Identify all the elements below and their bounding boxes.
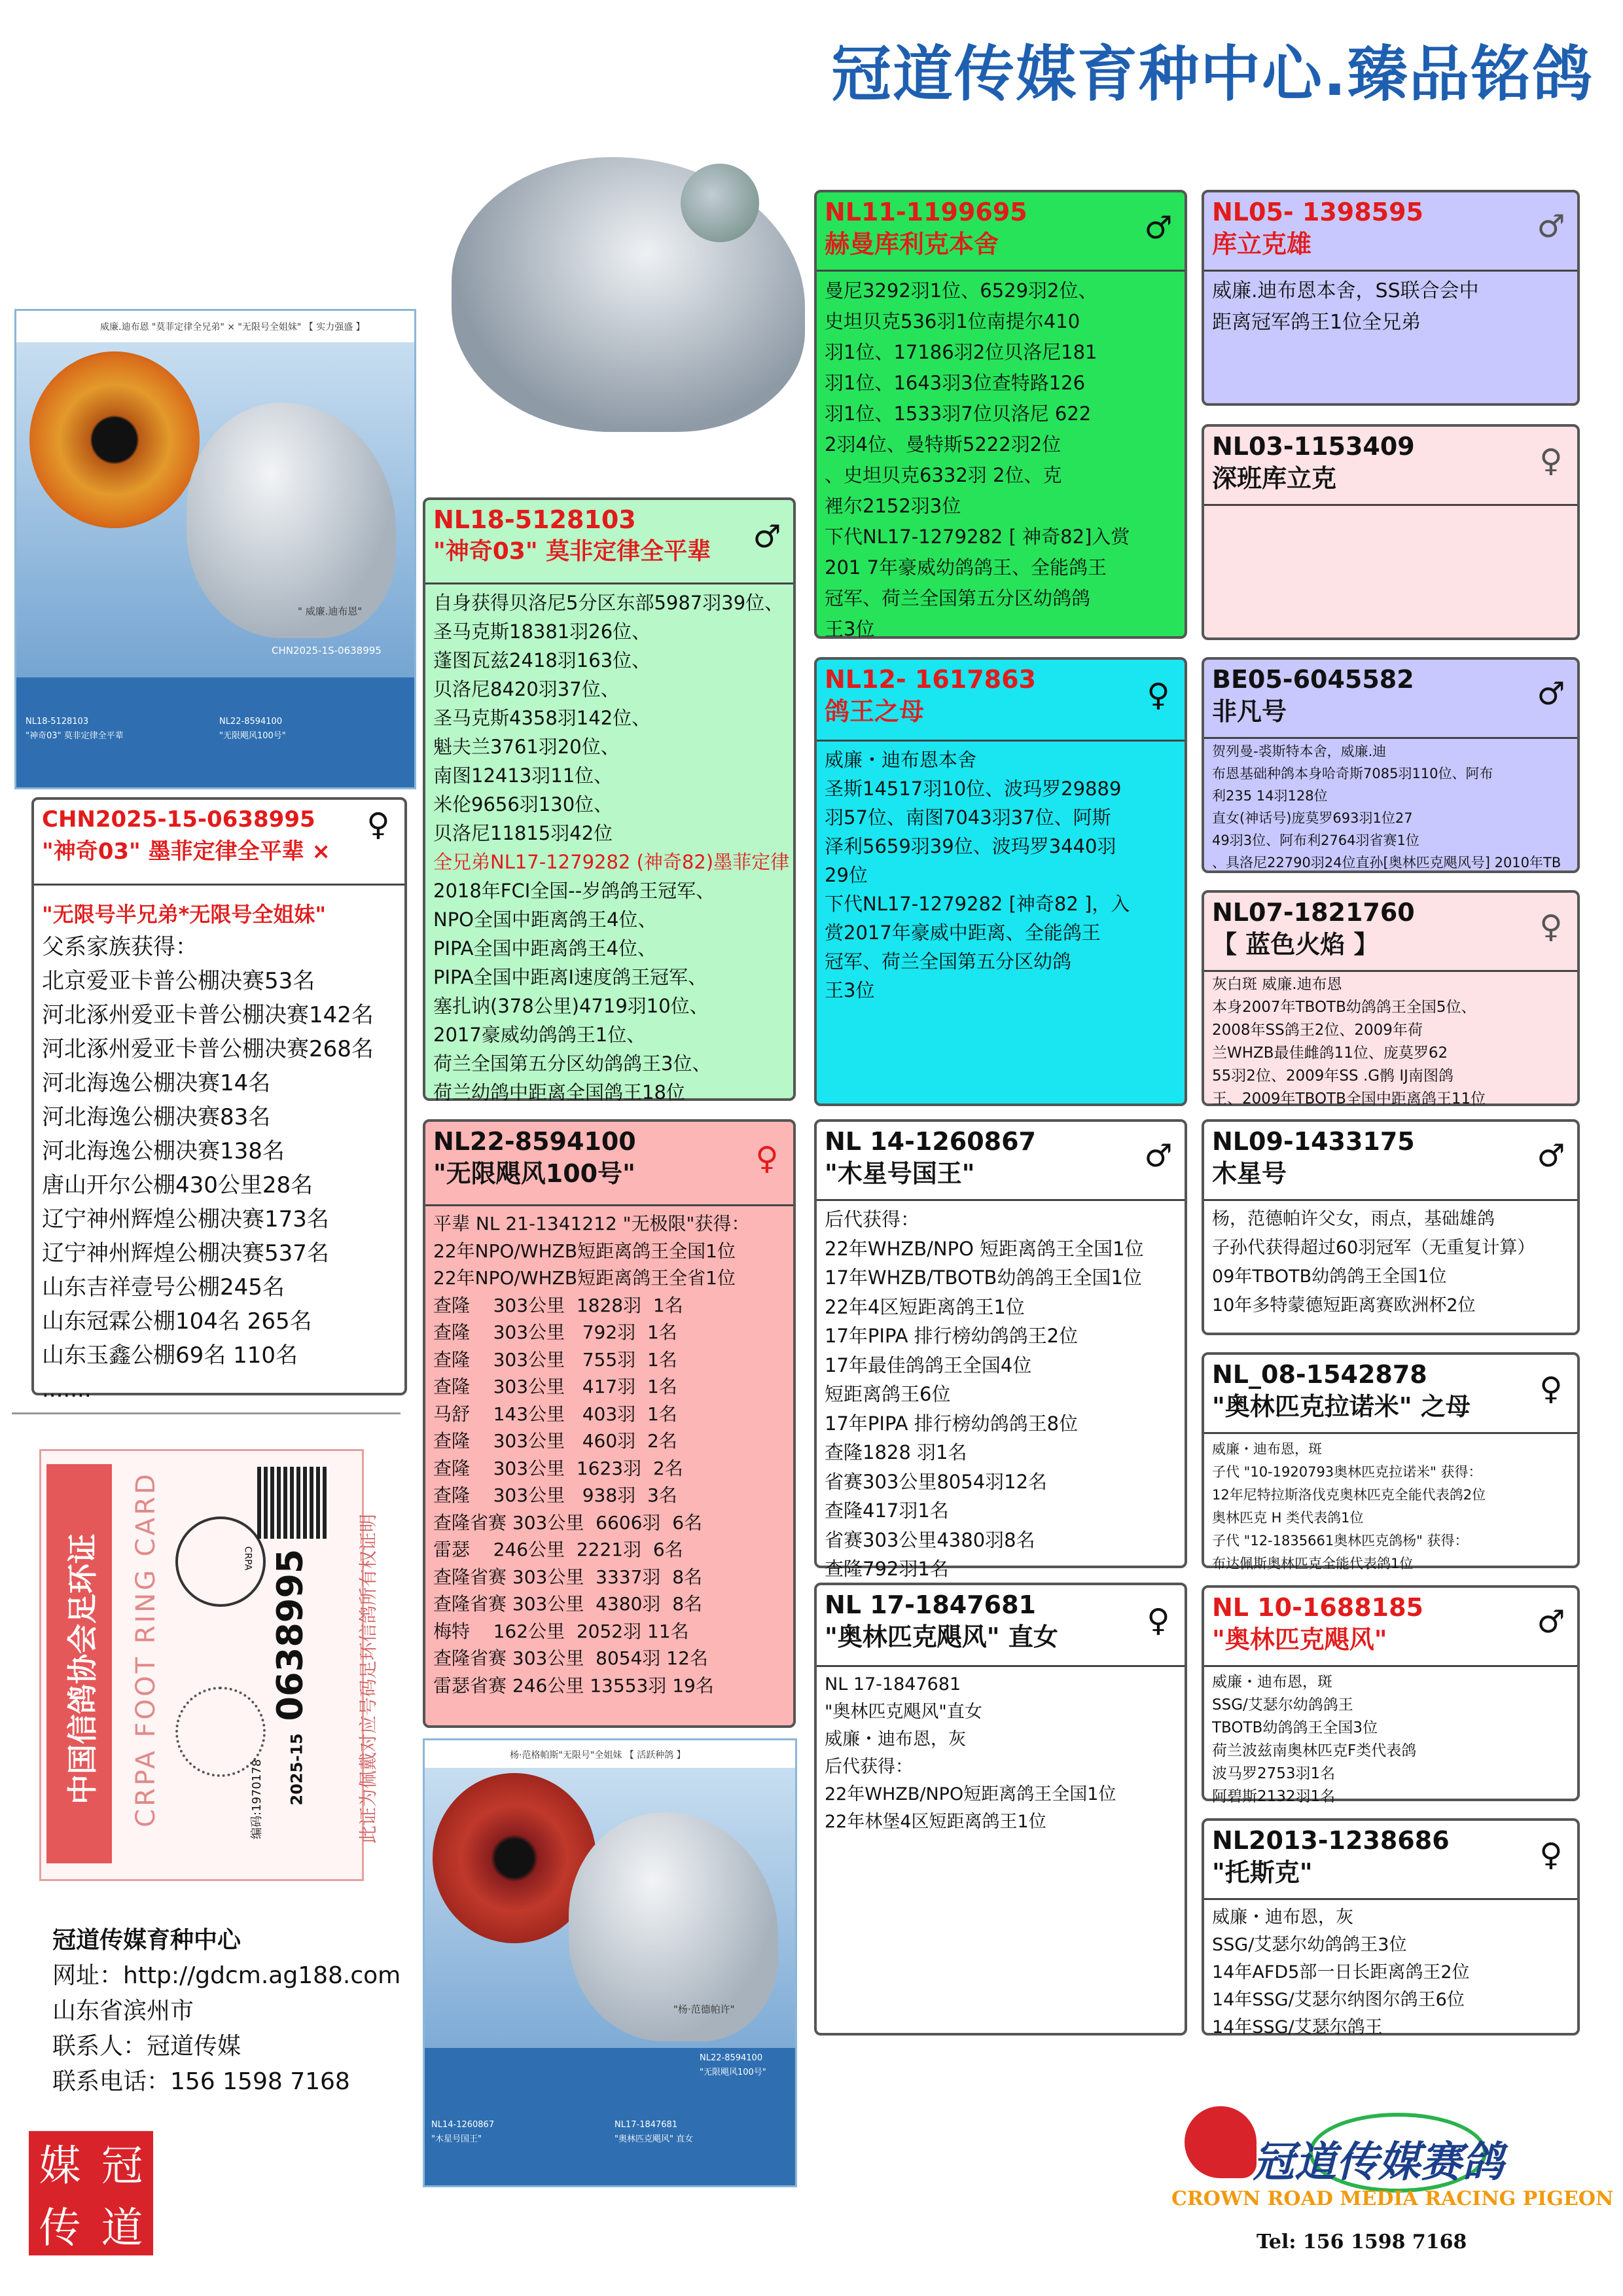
text-line: 灰白斑 威廉.迪布恩: [1212, 976, 1342, 993]
ggd4-name: "托斯克": [1212, 1858, 1313, 1887]
text-line: 王3位: [825, 618, 875, 640]
pedigree-strip: [16, 677, 414, 787]
text-line: 兰WHZB最佳雌鸽11位、庞莫罗62: [1212, 1045, 1448, 1062]
ggd3-ring: NL_08-1542878: [1212, 1360, 1427, 1389]
text-line: 12年尼特拉斯洛伐克奥林匹克全能代表鸽2位: [1212, 1487, 1486, 1503]
ggd2-name: 【 蓝色火焰 】: [1212, 930, 1379, 959]
text-line: 辽宁神州辉煌公棚决赛173名: [42, 1206, 329, 1232]
ggd1-lines: [1204, 506, 1577, 514]
gs1-name: 赫曼库利克本舍: [825, 230, 999, 259]
gs1-lines: [817, 272, 1185, 649]
ggs4-header: [1204, 1588, 1577, 1667]
male-icon: ♂: [1537, 1138, 1565, 1174]
text-line: 查隆 303公里 1623羽 2名: [433, 1457, 683, 1479]
text-line: 威廉.迪布恩本舍，SS联合会中: [1212, 279, 1479, 302]
text-line: 查隆 303公里 460羽 2名: [433, 1430, 677, 1452]
gd1-name: 鸽王之母: [825, 697, 925, 726]
gd2-ring: NL 17-1847681: [825, 1590, 1036, 1619]
text-line: 查隆 303公里 938羽 3名: [433, 1484, 677, 1506]
text-line: 17年PIPA 排行榜幼鸽鸽王2位: [825, 1325, 1079, 1347]
ring-card: [39, 1449, 379, 1881]
text-line: 雷瑟省赛 246公里 13553羽 19名: [433, 1674, 714, 1696]
text-line: 王3位: [825, 979, 875, 1001]
ggd2-header: [1204, 893, 1577, 972]
strip-ring: NL22-8594100: [700, 2053, 763, 2063]
strip-sire-name: "神奇03" 莫非定律全平辈: [26, 731, 124, 741]
text-line: 22年NPO/WHZB短距离鸽王全省1位: [433, 1267, 736, 1289]
text-line: 14年SSG/艾瑟尔纳图尔鸽王6位: [1212, 1990, 1465, 2010]
text-line: 17年PIPA 排行榜幼鸽鸽王8位: [825, 1412, 1079, 1435]
logo-tel: Tel: 156 1598 7168: [1257, 2231, 1467, 2253]
ring-number-prefix: 2025-15: [287, 1733, 306, 1806]
ggd4-lines: [1204, 1900, 1577, 2045]
text-line: 威廉・迪布恩，灰: [1212, 1907, 1353, 1928]
ggs4-card: [1202, 1585, 1580, 1805]
card-highlight: "无限号半兄弟*无限号全姐妹": [42, 902, 327, 927]
text-line: 55羽2位、2009年SS .G鹘 IJ南图鸽: [1212, 1067, 1454, 1085]
text-line: 子代 "12-1835661奥林匹克鸽杨" 获得：: [1212, 1533, 1469, 1549]
text-line: 省赛303公里8054羽12名: [825, 1470, 1048, 1493]
text-line: 查隆 303公里 1828羽 1名: [433, 1294, 683, 1316]
text-line: 29位: [825, 864, 868, 886]
text-line: 2羽4位、曼特斯5222羽2位: [825, 433, 1061, 456]
text-line: 查隆省赛 303公里 6606羽 6名: [433, 1511, 703, 1534]
strip-sire-name: "木星号国王": [431, 2134, 482, 2144]
contact-person: 联系人：冠道传媒: [52, 2033, 241, 2060]
ggd2-ring: NL07-1821760: [1212, 898, 1415, 927]
pigeon-logo-icon: [1185, 2106, 1257, 2178]
text-line: 布恩基础种鸽本身哈奇斯7085羽110位、阿布: [1212, 766, 1493, 781]
text-line: 22年林堡4区短距离鸽王1位: [825, 1812, 1046, 1832]
text-line: SSG/艾瑟尔幼鸽鸽王: [1212, 1696, 1353, 1713]
text-line: 羽57位、南图7043羽37位、阿斯: [825, 806, 1111, 829]
ggd1-ring: NL03-1153409: [1212, 432, 1415, 461]
contact-address: 山东省滨州市: [52, 1998, 194, 2024]
male-icon: ♂: [1537, 208, 1565, 245]
qr-code-icon: [257, 1467, 329, 1539]
text-line: 山东冠霖公棚104名 265名: [42, 1308, 312, 1335]
text-line: 荷兰波兹南奥林匹克F类代表鸽: [1212, 1742, 1417, 1759]
text-line: 河北海逸公棚决赛138名: [42, 1138, 285, 1164]
ggd4-ring: NL2013-1238686: [1212, 1826, 1450, 1855]
ggd1-card: [1202, 424, 1580, 640]
gs1-ring: NL11-1199695: [825, 198, 1027, 226]
male-icon: ♂: [753, 518, 781, 555]
sire-lines2: [433, 876, 785, 1107]
gs1-header: [817, 192, 1185, 272]
text-line: 22年4区短距离鸽王1位: [825, 1295, 1025, 1318]
text-line: 泽利5659羽39位、波玛罗3440羽: [825, 835, 1116, 857]
ggs1-name: 库立克雄: [1212, 230, 1312, 259]
text-line: 曼尼3292羽1位、6529羽2位、: [825, 279, 1097, 302]
strip-dam-name: "无限飓风100号": [219, 731, 286, 741]
card-header: [34, 800, 404, 886]
ggs4-name: "奥林匹克飓风": [1212, 1625, 1387, 1654]
ggs3-ring: NL09-1433175: [1212, 1127, 1415, 1156]
pedigree-strip: [425, 2048, 795, 2185]
text-line: 雷瑟 246公里 2221羽 6名: [433, 1539, 683, 1560]
text-line: 史坦贝克536羽1位南提尔410: [825, 310, 1080, 332]
text-line: 本身2007年TBOTB幼鸽鸽王全国5位、: [1212, 999, 1476, 1016]
seal-char-4: 道: [101, 2204, 143, 2253]
ggd1-name: 深班库立克: [1212, 464, 1337, 493]
ggd4-header: [1204, 1821, 1577, 1900]
text-line: 北京爱亚卡普公棚决赛53名: [42, 968, 315, 994]
text-line: 蓬图瓦兹2418羽163位、: [433, 649, 651, 672]
text-line: 查隆417羽1名: [825, 1499, 949, 1522]
text-line: 子代 "10-1920793奥林匹克拉诺米" 获得：: [1212, 1464, 1482, 1480]
text-line: 、具洛尼22790羽24位直孙[奥林匹克飓风号] 2010年TB: [1212, 855, 1561, 870]
ggs1-header: [1204, 192, 1577, 272]
female-icon: ♀: [1539, 908, 1563, 945]
gs1-card: [814, 190, 1187, 639]
text-line: 下代NL17-1279282 [ 神奇82]入赏: [825, 526, 1130, 548]
results-list: [42, 964, 397, 1407]
dam-header: [425, 1122, 793, 1206]
gd1-ring: NL12- 1617863: [825, 665, 1036, 694]
text-line: 南图12413羽11位、: [433, 764, 613, 787]
text-line: 羽1位、17186羽2位贝洛尼181: [825, 341, 1097, 363]
female-icon: ♀: [1539, 1371, 1563, 1407]
strip-sire-ring: NL14-1260867: [431, 2120, 495, 2130]
ring-code: 编码:1970178: [250, 1759, 264, 1839]
text-line: 赏2017年豪威中距离、全能鸽王: [825, 922, 1101, 944]
ggd2-card: [1202, 890, 1580, 1106]
female-icon: ♀: [366, 806, 390, 843]
text-line: 22年WHZB/NPO 短距离鸽王全国1位: [825, 1237, 1144, 1260]
text-line: 布达佩斯奥林匹克全能代表鸽1位: [1212, 1556, 1414, 1571]
text-line: 查隆省赛 303公里 3337羽 8名: [433, 1566, 703, 1588]
text-line: 省赛303公里4380羽8名: [825, 1528, 1035, 1551]
ggs2-header: [1204, 660, 1577, 739]
ggs1-ring: NL05- 1398595: [1212, 198, 1423, 226]
text-line: 短距离鸽王6位: [825, 1383, 951, 1405]
text-line: 自身获得贝洛尼5分区东部5987羽39位、: [433, 592, 784, 614]
text-line: 塞扎讷(378公里)4719羽10位、: [433, 995, 709, 1017]
text-line: 波马罗2753羽1名: [1212, 1765, 1336, 1782]
text-line: 49羽3位、阿布利2764羽省赛1位: [1212, 833, 1419, 848]
text-line: 201 7年豪威幼鸽鸽王、全能鸽王: [825, 556, 1107, 579]
logo-en: CROWN ROAD MEDIA RACING PIGEON: [1171, 2187, 1614, 2210]
male-icon: ♂: [1537, 675, 1565, 712]
card-name: "神奇03" 墨菲定律全平辈 ×: [42, 838, 330, 865]
text-line: NL 17-1847681: [825, 1674, 961, 1695]
pigeon-head: [681, 164, 759, 242]
pigeon-caption: "杨·范德帕许": [673, 2003, 735, 2015]
gs2-ring: NL 14-1260867: [825, 1127, 1036, 1156]
ggs2-lines: [1204, 739, 1577, 878]
text-line: 阿碧斯2132羽1名: [1212, 1788, 1336, 1805]
gs2-card: [814, 1119, 1187, 1580]
text-line: 王、2009年TBOTB全国中距离鸽王11位: [1212, 1090, 1486, 1107]
female-icon: ♀: [1147, 1602, 1170, 1639]
dam-lines: [425, 1206, 793, 1703]
text-line: 马舒 143公里 403羽 1名: [433, 1403, 677, 1425]
text-line: 辽宁神州辉煌公棚决赛537名: [42, 1240, 329, 1266]
text-line: "奥林匹克飓风"直女: [825, 1702, 982, 1722]
ggs3-header: [1204, 1122, 1577, 1201]
dam-name: "无限飓风100号": [433, 1159, 635, 1188]
gs2-header: [817, 1122, 1185, 1201]
female-icon: ♀: [1539, 1837, 1563, 1873]
photo-ring-number: CHN2025-1S-0638995: [272, 645, 382, 656]
text-line: 09年TBOTB幼鸽鸽王全国1位: [1212, 1266, 1447, 1287]
text-line: 平辈 NL 21-1341212 "无极限"获得：: [433, 1213, 750, 1234]
gd1-header: [817, 660, 1185, 742]
family-label: 父系家族获得：: [42, 934, 198, 960]
crpa-seal-icon: [175, 1516, 266, 1607]
photo-header-bar: [16, 311, 414, 342]
text-line: 查隆省赛 303公里 8054羽 12名: [433, 1647, 708, 1669]
gd2-lines: [817, 1667, 1185, 1840]
text-line: 查隆 303公里 792羽 1名: [433, 1321, 677, 1343]
text-line: 羽1位、1643羽3位查特路126: [825, 372, 1086, 394]
text-line: 圣斯14517羽10位、波玛罗29889: [825, 778, 1122, 800]
text-line: SSG/艾瑟尔幼鸽鸽王3位: [1212, 1935, 1407, 1955]
text-line: 威廉・迪布恩，灰: [825, 1729, 966, 1749]
text-line: 山东玉鑫公棚69名 110名: [42, 1342, 298, 1369]
strip-dam-ring: NL17-1847681: [615, 2120, 678, 2130]
pigeon-caption: " 威廉.迪布恩": [298, 605, 363, 617]
ggd3-header: [1204, 1355, 1577, 1434]
text-line: 22年WHZB/NPO短距离鸽王全国1位: [825, 1784, 1116, 1804]
male-icon: ♂: [1144, 1138, 1173, 1174]
strip-ring-name: "无限飓风100号": [700, 2068, 766, 2077]
sire-lines: [433, 588, 785, 848]
gs2-name: "木星号国王": [825, 1159, 975, 1188]
ggs2-card: [1202, 657, 1580, 873]
ggs4-ring: NL 10-1688185: [1212, 1593, 1423, 1622]
seal-char-2: 冠: [101, 2142, 143, 2191]
ggs1-lines: [1204, 272, 1577, 342]
strip-dam-name: "奥林匹克飓风" 直女: [615, 2134, 694, 2144]
seal-char-3: 传: [39, 2204, 81, 2253]
sire-card: [423, 497, 796, 1101]
ggs2-ring: BE05-6045582: [1212, 665, 1414, 694]
logo-cn: 冠道传媒赛鸽: [1253, 2138, 1504, 2187]
ggd1-header: [1204, 427, 1577, 506]
photo-header-text: 威廉.迪布恩 "莫菲定律全兄弟" × "无限号全姐妹" 【 实力强盛 】: [100, 322, 365, 332]
male-icon: ♂: [1144, 209, 1173, 246]
text-line: 贝洛尼8420羽37位、: [433, 678, 620, 700]
text-line: 22年NPO/WHZB短距离鸽王全国1位: [433, 1240, 736, 1262]
ggs2-name: 非凡号: [1212, 697, 1287, 726]
female-icon: ♀: [755, 1140, 779, 1177]
text-line: 杨，范德帕许父女，雨点，基础雄鸽: [1212, 1209, 1495, 1229]
text-line: 查隆省赛 303公里 4380羽 8名: [433, 1593, 703, 1615]
text-line: 14年AFD5部一日长距离鸽王2位: [1212, 1962, 1470, 1982]
ggs3-lines: [1204, 1201, 1577, 1324]
male-icon: ♂: [1537, 1604, 1565, 1640]
pigeon-image: [187, 403, 396, 638]
text-line: 河北海逸公棚决赛83名: [42, 1104, 271, 1130]
page-title: 冠道传媒育种中心.臻品铭鸽: [831, 39, 1594, 109]
dam-card: [423, 1119, 796, 1728]
text-line: 魁夫兰3761羽20位、: [433, 736, 620, 758]
card-body: [34, 886, 404, 1410]
text-line: 距离冠军鸽王1位全兄弟: [1212, 311, 1421, 334]
sire-header: [425, 500, 793, 584]
text-line: 羽1位、1533羽7位贝洛尼 622: [825, 403, 1092, 425]
ggs4-lines: [1204, 1667, 1577, 1812]
text-line: 查隆 303公里 417羽 1名: [433, 1376, 677, 1397]
text-line: 查隆1828 羽1名: [825, 1441, 967, 1463]
text-line: 荷兰全国第五分区幼鸽鸽王3位、: [433, 1052, 711, 1075]
ring-card-red-band: [46, 1464, 112, 1863]
text-line: PIPA全国中距离I速度鸽王冠军、: [433, 966, 707, 988]
text-line: 2018年FCI全国--岁鸽鸽王冠军、: [433, 880, 715, 902]
company-logo: [1171, 2100, 1614, 2283]
text-line: 裡尔2152羽3位: [825, 495, 961, 517]
text-line: 圣马克斯4358羽142位、: [433, 707, 651, 729]
text-line: 、史坦贝克6332羽 2位、克: [825, 464, 1062, 486]
text-line: 利235 14羽128位: [1212, 788, 1328, 804]
text-line: 10年多特蒙德短距离赛欧洲杯2位: [1212, 1295, 1476, 1316]
ring-card-note: 此证为佩戴对应号码足环信鸽所有权证明: [357, 1513, 379, 1844]
left-pigeon-photo: [14, 309, 416, 789]
text-line: 后代获得：: [825, 1757, 913, 1777]
text-line: 2017豪威幼鸽鸽王1位、: [433, 1024, 646, 1046]
text-line: .......: [42, 1376, 92, 1403]
text-line: 河北海逸公棚决赛14名: [42, 1070, 271, 1096]
text-line: 唐山开尔公棚430公里28名: [42, 1172, 313, 1198]
text-line: 河北涿州爱亚卡普公棚决赛142名: [42, 1002, 374, 1028]
contact-website[interactable]: 网址：http://gdcm.ag188.com: [52, 1962, 401, 1989]
ring-card-title-en: CRPA FOOT RING CARD: [131, 1471, 161, 1827]
text-line: 河北涿州爱亚卡普公棚决赛268名: [42, 1036, 374, 1062]
ggd4-card: [1202, 1818, 1580, 2036]
text-line: 米伦9656羽130位、: [433, 793, 613, 816]
card-ring: CHN2025-15-0638995: [42, 806, 315, 833]
red-seal-icon: [29, 2131, 153, 2255]
photo-header-bar: [425, 1740, 795, 1768]
gd1-lines: [817, 742, 1185, 1009]
strip-sire-ring: NL18-5128103: [26, 717, 89, 726]
text-line: 威廉・迪布恩，斑: [1212, 1674, 1332, 1691]
text-line: 威廉・迪布恩，斑: [1212, 1441, 1322, 1457]
text-line: 威廉・迪布恩本舍: [825, 749, 977, 771]
ggd3-card: [1202, 1352, 1580, 1571]
ggs3-card: [1202, 1119, 1580, 1335]
text-line: 17年WHZB/TBOTB幼鸽鸽王全国1位: [825, 1266, 1142, 1289]
seal-char-1: 媒: [39, 2142, 81, 2191]
gd2-card: [814, 1583, 1187, 2036]
eye-image: [29, 351, 200, 528]
text-line: 子孙代获得超过60羽冠军（无重复计算）: [1212, 1238, 1535, 1258]
sire-ring: NL18-5128103: [433, 505, 636, 534]
text-line: 冠军、荷兰全国第五分区幼鸽: [825, 950, 1072, 973]
text-line: 直女(神话号)庞莫罗693羽1位27: [1212, 810, 1413, 826]
text-line: 荷兰幼鸽中距离全国鸽王18位: [433, 1081, 685, 1103]
ggd3-lines: [1204, 1434, 1577, 1579]
text-line: 后代获得：: [825, 1208, 920, 1230]
text-line: NPO全国中距离鸽王4位、: [433, 908, 657, 931]
female-icon: ♀: [1147, 677, 1170, 713]
sire-name: "神奇03" 莫非定律全平辈: [433, 538, 711, 565]
female-icon: ♀: [1539, 442, 1563, 479]
dam-ring: NL22-8594100: [433, 1127, 636, 1156]
seal-text: CRPA: [242, 1546, 253, 1571]
text-line: 山东吉祥壹号公棚245名: [42, 1274, 285, 1300]
text-line: PIPA全国中距离鸽王4位、: [433, 937, 656, 960]
text-line: 下代NL17-1279282 [神奇82 ]，入: [825, 893, 1130, 915]
ggs3-name: 木星号: [1212, 1159, 1287, 1188]
text-line: TBOTB幼鸽鸽王全国3位: [1212, 1719, 1378, 1736]
text-line: 冠军、荷兰全国第五分区幼鸽鸽: [825, 587, 1091, 609]
bottom-pigeon-photo: [423, 1738, 797, 2187]
ring-card-title-cn: 中国信鸽协会足环证: [65, 1534, 100, 1804]
gd2-header: [817, 1585, 1185, 1667]
ggs1-card: [1202, 190, 1580, 406]
sire-red-line: 全兄弟NL17-1279282 (神奇82)墨菲定律: [433, 851, 790, 873]
contact-phone: 联系电话：156 1598 7168: [52, 2068, 350, 2095]
ggd3-name: "奥林匹克拉诺米" 之母: [1212, 1392, 1471, 1421]
photo-header-text: 杨·范格帕斯"无限号"全姐妹 【 活跃种鸽 】: [510, 1750, 686, 1761]
text-line: 查隆 303公里 755羽 1名: [433, 1348, 677, 1371]
contact-company: 冠道传媒育种中心: [52, 1927, 241, 1954]
text-line: 贺列曼-裘斯特本舍，威廉.迪: [1212, 744, 1387, 759]
ring-number: [270, 1531, 311, 1806]
text-line: 14年SSG/艾瑟尔鸽王: [1212, 2017, 1383, 2037]
ring-number-main: 0638995: [269, 1549, 311, 1721]
ggd2-lines: [1204, 972, 1577, 1115]
main-pigeon-card: [31, 797, 407, 1403]
text-line: 17年最佳鸽鸽王全国4位: [825, 1354, 1032, 1376]
gd2-name: "奥林匹克飓风" 直女: [825, 1623, 1058, 1651]
strip-dam-ring: NL22-8594100: [219, 717, 283, 726]
gs2-lines: [817, 1201, 1185, 1588]
text-line: 2008年SS鸽王2位、2009年荷: [1212, 1022, 1423, 1039]
sire-body: [425, 584, 793, 1111]
contact-block: [52, 1923, 419, 2100]
gd1-card: [814, 657, 1187, 1106]
text-line: 查隆792羽1名: [825, 1558, 949, 1580]
text-line: 梅特 162公里 2052羽 11名: [433, 1620, 689, 1642]
text-line: 奥林匹克 H 类代表鸽1位: [1212, 1510, 1364, 1526]
divider: [12, 1412, 401, 1414]
text-line: 圣马克斯18381羽26位、: [433, 620, 651, 643]
text-line: 贝洛尼11815羽42位: [433, 822, 613, 844]
